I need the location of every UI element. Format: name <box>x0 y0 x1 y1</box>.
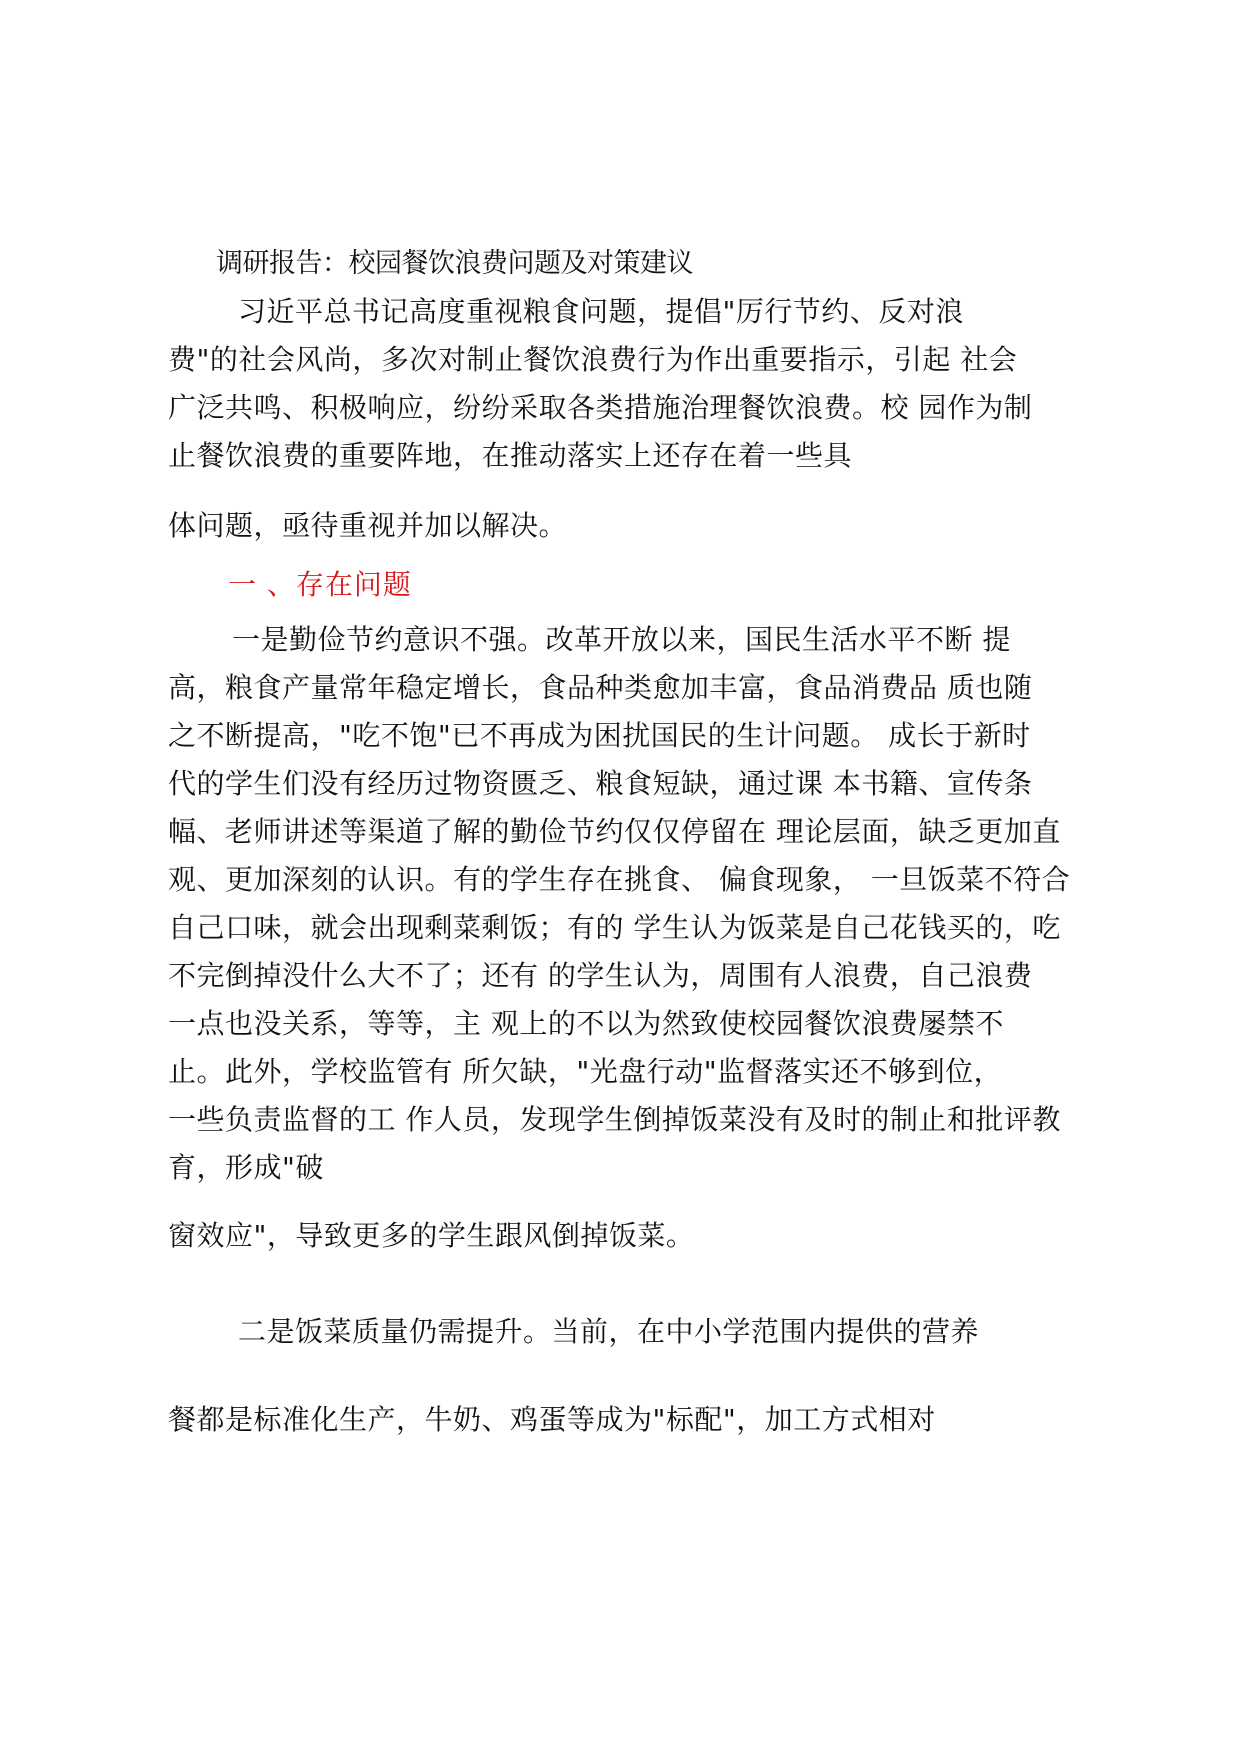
intro-line: 习近平总书记高度重视粮食问题，提倡"厉行节约、反对浪 <box>238 295 964 328</box>
intro-line: 体问题，亟待重视并加以解决。 <box>168 509 568 542</box>
paragraph-line: 一些负责监督的工 作人员，发现学生倒掉饭菜没有及时的制止和批评教 <box>168 1103 1061 1136</box>
paragraph-line: 止。此外，学校监管有 所欠缺，"光盘行动"监督落实还不够到位， <box>168 1055 1003 1088</box>
intro-line: 止餐饮浪费的重要阵地，在推动落实上还存在着一些具 <box>168 439 853 472</box>
intro-line: 费"的社会风尚，多次对制止餐饮浪费行为作出重要指示，引起 社会 <box>168 343 1018 376</box>
paragraph-line: 二是饭菜质量仍需提升。当前，在中小学范围内提供的营养 <box>238 1315 980 1348</box>
paragraph-line: 一是勤俭节约意识不强。改革开放以来，国民生活水平不断 提 <box>232 623 1011 656</box>
paragraph-line: 高，粮食产量常年稳定增长，食品种类愈加丰富，食品消费品 质也随 <box>168 671 1033 704</box>
paragraph-line: 一点也没关系，等等，主 观上的不以为然致使校园餐饮浪费屡禁不 <box>168 1007 1004 1040</box>
paragraph-line: 育，形成"破 <box>168 1151 324 1184</box>
intro-line: 广泛共鸣、积极响应，纷纷采取各类措施治理餐饮浪费。校 园作为制 <box>168 391 1033 424</box>
paragraph-line: 之不断提高，"吃不饱"已不再成为困扰国民的生计问题。 成长于新时 <box>168 719 1031 752</box>
paragraph-line: 观、更加深刻的认识。有的学生存在挑食、 偏食现象， 一旦饭菜不符合 <box>168 863 1071 896</box>
paragraph-line: 代的学生们没有经历过物资匮乏、粮食短缺，通过课 本书籍、宣传条 <box>168 767 1033 800</box>
paragraph-line: 幅、老师讲述等渠道了解的勤俭节约仅仅停留在 理论层面，缺乏更加直 <box>168 815 1061 848</box>
section-heading: 一 、存在问题 <box>228 568 412 601</box>
document-title: 调研报告：校园餐饮浪费问题及对策建议 <box>216 248 693 279</box>
paragraph-line: 不完倒掉没什么大不了；还有 的学生认为，周围有人浪费，自己浪费 <box>168 959 1033 992</box>
paragraph-line: 餐都是标准化生产，牛奶、鸡蛋等成为"标配"，加工方式相对 <box>168 1403 936 1436</box>
paragraph-line: 自己口味，就会出现剩菜剩饭；有的 学生认为饭菜是自己花钱买的，吃 <box>168 911 1061 944</box>
paragraph-line: 窗效应"，导致更多的学生跟风倒掉饭菜。 <box>168 1219 695 1252</box>
